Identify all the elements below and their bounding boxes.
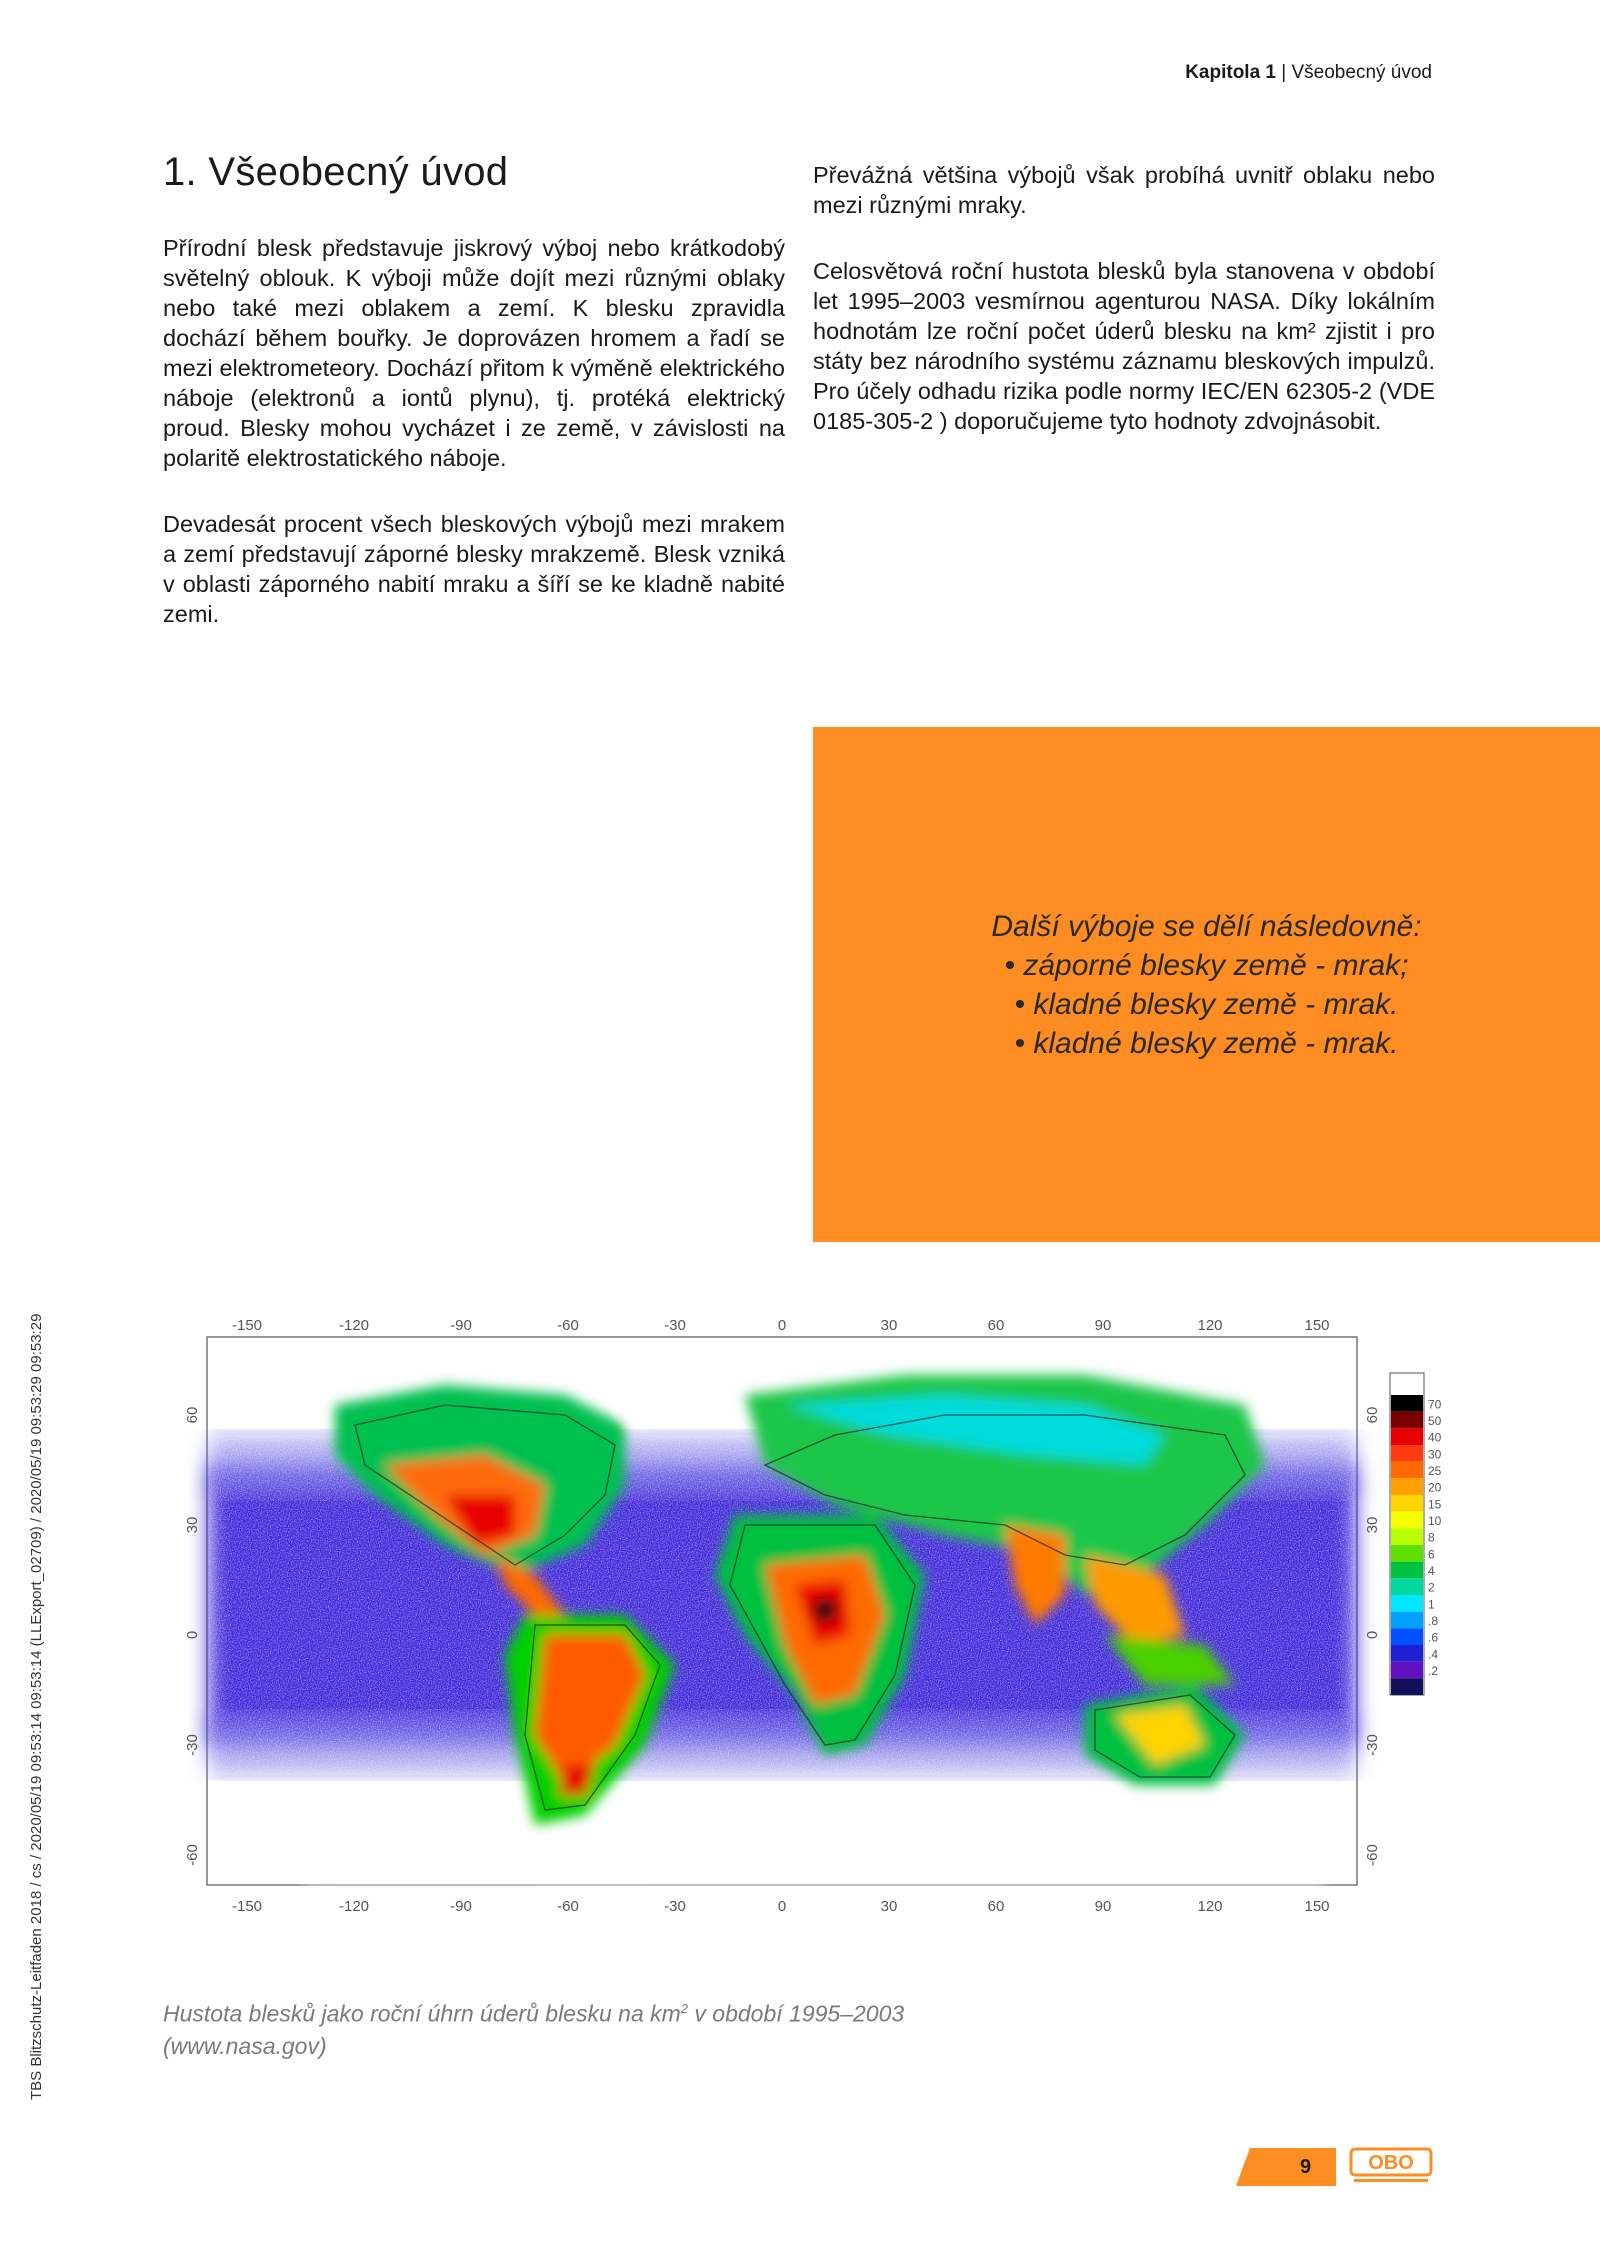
x-tick-label: -150 <box>231 1898 263 1915</box>
x-tick-label: 60 <box>987 1898 1005 1915</box>
y-tick-label: 60 <box>1364 1406 1381 1424</box>
y-axis-right <box>1364 1407 1381 1866</box>
x-tick-label: 90 <box>1094 1898 1112 1915</box>
x-tick-label: 60 <box>987 1317 1005 1334</box>
legend-label: 20 <box>1428 1480 1442 1495</box>
legend-swatch <box>1391 1578 1423 1595</box>
x-tick-label: -90 <box>450 1898 472 1915</box>
legend-swatch <box>1391 1512 1423 1529</box>
page-title: 1. Všeobecný úvod <box>163 150 509 194</box>
x-tick-label: 120 <box>1197 1317 1223 1334</box>
legend-swatch <box>1391 1645 1423 1662</box>
legend-label: 15 <box>1428 1497 1442 1512</box>
x-tick-label: 150 <box>1304 1898 1330 1915</box>
legend-swatch <box>1391 1678 1423 1695</box>
x-tick-label: -120 <box>338 1898 370 1915</box>
highlight-line: • kladné blesky země - mrak. <box>1014 988 1399 1021</box>
x-axis-bottom <box>232 1898 1330 1915</box>
legend-swatch <box>1391 1662 1423 1679</box>
y-tick-label: -30 <box>1364 1734 1381 1756</box>
highlight-line: • záporné blesky země - mrak; <box>1004 949 1409 982</box>
figure-caption <box>163 1993 1063 2062</box>
legend-label: 6 <box>1428 1547 1435 1562</box>
legend-swatch <box>1391 1428 1423 1445</box>
side-print-note: TBS Blitzschutz-Leitfaden 2018 / cs / 2020/05/19 09:53:14 09:53:14 (LLExport_02709) / 2020/05/19 09:53:29 09:53:29 <box>28 1313 45 2100</box>
legend-label: 50 <box>1428 1414 1442 1428</box>
x-tick-label: 30 <box>880 1898 898 1915</box>
x-tick-label: 0 <box>777 1317 787 1334</box>
x-tick-label: -30 <box>664 1317 686 1334</box>
x-tick-label: -120 <box>338 1317 370 1334</box>
x-tick-label: -90 <box>450 1317 472 1334</box>
legend-swatch <box>1391 1462 1423 1479</box>
y-tick-label: 0 <box>184 1630 201 1640</box>
caption-text: v období 1995–2003 <box>688 2000 905 2027</box>
page-number-tab <box>1236 2148 1336 2186</box>
legend-swatch <box>1391 1528 1423 1545</box>
caption-superscript: 2 <box>680 2001 689 2016</box>
x-tick-label: 30 <box>880 1317 898 1334</box>
x-tick-label: -30 <box>664 1898 686 1915</box>
y-tick-label: -60 <box>1364 1844 1381 1866</box>
paragraph: Přírodní blesk představuje jiskrový výboj nebo krátkodobý světelný oblouk. K výboji může dojít mezi různými oblaky nebo také mezi oblakem a zemí. K blesku zpravidla dochází během bouřky. Je doprovázen hromem a řadí se mezi elektrometeory. Dochází přitom k výměně elektrického náboje (elektronů a iontů plynu), tj. protéká elektrický proud. Blesky mohou vycházet i ze země, v závislosti na polaritě elektrostatického náboje. <box>163 235 785 471</box>
paragraph: Celosvětová roční hustota blesků byla stanovena v období let 1995–2003 vesmírnou agenturou NASA. Díky lokálním hodnotám lze roční počet úderů blesku na km² zjistit i pro státy bez národního systému záznamu bleskových impulzů. Pro účely odhadu rizika podle normy IEC/EN 62305-2 (VDE 0185-305-2 ) doporučujeme tyto hodnoty zdvojnásobit. <box>813 258 1435 434</box>
legend-swatch <box>1391 1595 1423 1612</box>
legend-label: 2 <box>1428 1580 1435 1595</box>
legend-label: 4 <box>1428 1564 1435 1578</box>
chapter-label: Kapitola 1 <box>1185 62 1276 83</box>
x-tick-label: 150 <box>1304 1317 1330 1334</box>
caption-source: (www.nasa.gov) <box>163 2032 327 2059</box>
legend-label: .4 <box>1428 1647 1439 1662</box>
legend-swatch <box>1391 1545 1423 1562</box>
paragraph: Převážná většina výbojů však probíhá uvnitř oblaku nebo mezi různými mraky. <box>813 162 1435 218</box>
chapter-title: Všeobecný úvod <box>1291 62 1432 83</box>
header-separator: | <box>1276 62 1292 83</box>
caption-text: Hustota blesků jako roční úhrn úderů blesku na km <box>163 2000 681 2027</box>
legend-label: .8 <box>1428 1614 1439 1628</box>
legend-swatch <box>1391 1612 1423 1629</box>
highlight-text <box>813 907 1600 1063</box>
highlight-line: Další výboje se dělí následovně: <box>991 910 1422 943</box>
obo-logo <box>1350 2148 1432 2184</box>
legend-label: .6 <box>1428 1630 1439 1645</box>
lightning-density-map <box>184 1315 1442 1930</box>
legend-swatch <box>1391 1445 1423 1462</box>
legend-swatch <box>1391 1495 1423 1512</box>
highlight-box <box>813 727 1600 1242</box>
legend-label: 10 <box>1428 1514 1442 1528</box>
legend-swatch <box>1391 1395 1423 1412</box>
legend-swatch <box>1391 1628 1423 1645</box>
legend-swatch <box>1391 1412 1423 1429</box>
x-tick-label: -60 <box>557 1317 579 1334</box>
page-header <box>1185 62 1432 84</box>
page-number: 9 <box>1300 2156 1312 2178</box>
legend-swatch <box>1391 1478 1423 1495</box>
x-tick-label: 120 <box>1197 1898 1223 1915</box>
legend-label: 25 <box>1428 1464 1442 1478</box>
right-column <box>813 160 1435 472</box>
y-axis-left <box>184 1407 201 1866</box>
x-tick-label: -150 <box>231 1317 263 1334</box>
legend-label: 8 <box>1428 1530 1435 1545</box>
y-tick-label: 30 <box>184 1516 201 1534</box>
paragraph: Devadesát procent všech bleskových výbojů mezi mrakem a zemí představují záporné blesky mrakzemě. Blesk vzniká v oblasti záporného nabití mraku a šíří se ke kladně nabité zemi. <box>163 511 785 627</box>
legend-label: .2 <box>1428 1664 1439 1678</box>
legend-swatch <box>1391 1562 1423 1579</box>
legend-label: 40 <box>1428 1430 1442 1445</box>
left-column <box>163 150 785 665</box>
y-tick-label: -60 <box>184 1844 201 1866</box>
y-tick-label: 30 <box>1364 1516 1381 1534</box>
x-tick-label: -60 <box>557 1898 579 1915</box>
logo-text: OBO <box>1368 2152 1414 2174</box>
legend-label: 30 <box>1428 1447 1442 1462</box>
caption-line <box>163 1993 1063 2030</box>
color-scale-legend <box>1390 1373 1442 1695</box>
x-axis-top <box>232 1317 1330 1334</box>
x-tick-label: 90 <box>1094 1317 1112 1334</box>
world-map-figure <box>184 1315 1442 1930</box>
y-tick-label: 60 <box>184 1406 201 1424</box>
legend-label: 1 <box>1428 1597 1435 1612</box>
y-tick-label: 0 <box>1364 1630 1381 1640</box>
highlight-line: • kladné blesky země - mrak. <box>1014 1027 1399 1060</box>
y-tick-label: -30 <box>184 1734 201 1756</box>
legend-label: 70 <box>1428 1397 1442 1412</box>
x-tick-label: 0 <box>777 1898 787 1915</box>
